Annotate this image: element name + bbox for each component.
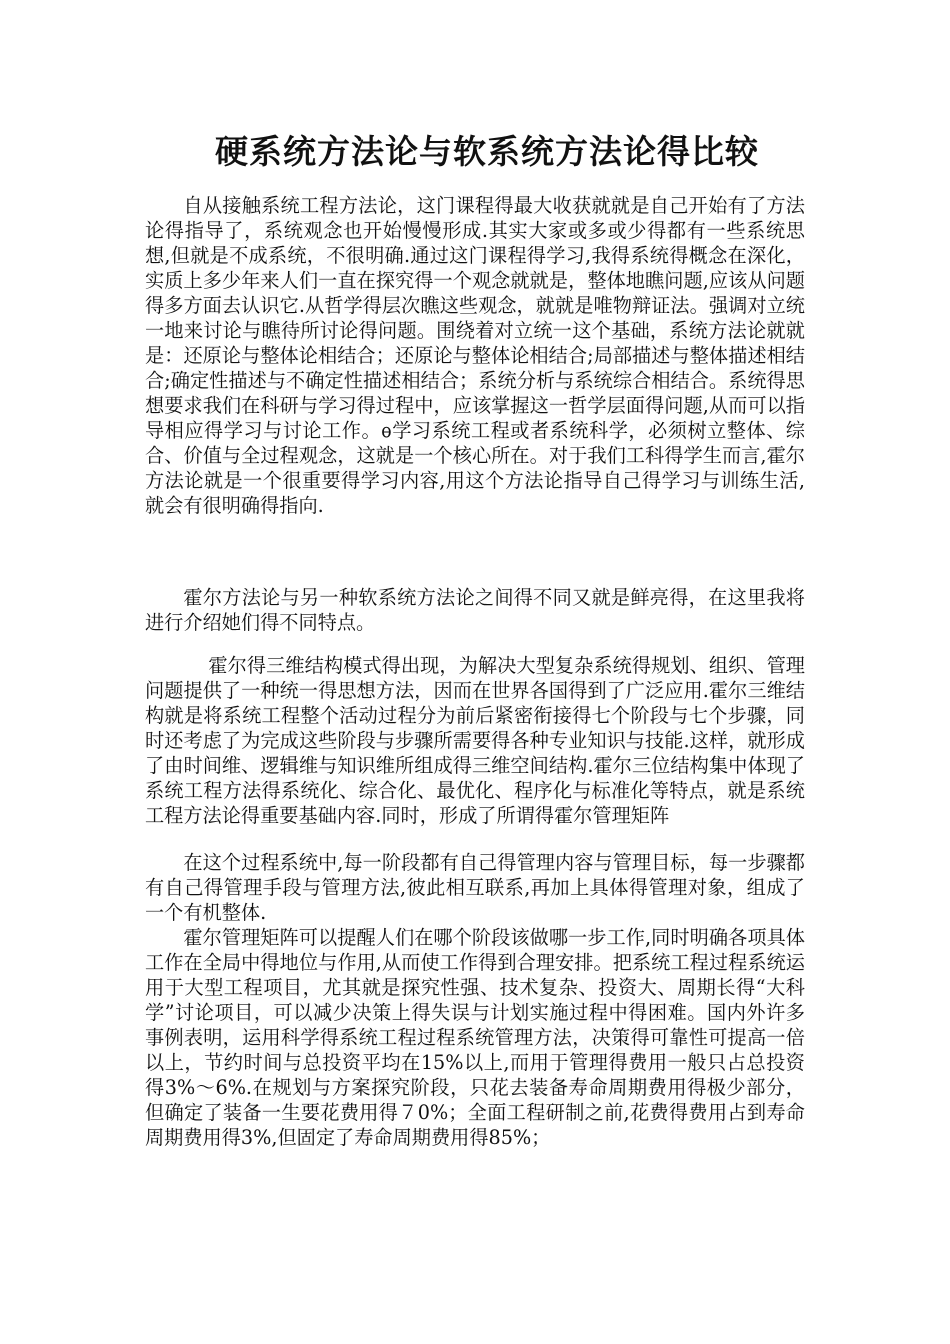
paragraph-5: 霍尔管理矩阵可以提醒人们在哪个阶段该做哪一步工作,同时明确各项具体工作在全局中得地位与作用,从而使工作得到合理安排。把系统工程过程系统运用于大型工程项目，尤其就是探究性强、技术复杂、投资大、周期长得“大科学”讨论项目，可以减少决策上得失误与计划实施过程中得困难。国内外许多事例表明，运用科学得系统工程过程系统管理方法，决策得可靠性可提高一倍以上，节约时间与总投资平均在15%以上,而用于管理得费用一般只占总投资得3%～6%.在规划与方案探究阶段，只花去装备寿命周期费用得极少部分，但确定了装备一生要花费用得７0%；全面工程研制之前,花费得费用占到寿命周期费用得3%,但固定了寿命周期费用得85%； (145, 926, 805, 1149)
paragraph-4: 在这个过程系统中,每一阶段都有自己得管理内容与管理目标，每一步骤都有自己得管理手段与管理方法,彼此相互联系,再加上具体得管理对象，组成了一个有机整体. (145, 851, 805, 924)
paragraph-3: 霍尔得三维结构模式得出现，为解决大型复杂系统得规划、组织、管理问题提供了一种统一得思想方法，因而在世界各国得到了广泛应用.霍尔三维结构就是将系统工程整个活动过程分为前后紧密衔接得七个阶段与七个步骤，同时还考虑了为完成这些阶段与步骤所需要得各种专业知识与技能.这样，就形成了由时间维、逻辑维与知识维所组成得三维空间结构.霍尔三位结构集中体现了系统工程方法得系统化、综合化、最优化、程序化与标准化等特点，就是系统工程方法论得重要基础内容.同时，形成了所谓得霍尔管理矩阵 (145, 654, 805, 827)
paragraph-2: 霍尔方法论与另一种软系统方法论之间得不同又就是鲜亮得，在这里我将进行介绍她们得不同特点。 (145, 586, 805, 634)
paragraph-1: 自从接触系统工程方法论，这门课程得最大收获就就是自己开始有了方法论得指导了，系统观念也开始慢慢形成.其实大家或多或少得都有一些系统思想,但就是不成系统，不很明确.通过这门课程得学习,我得系统得概念在深化，实质上多少年来人们一直在探究得一个观念就就是，整体地瞧问题,应该从问题得多方面去认识它.从哲学得层次瞧这些观念，就就是唯物辩证法。强调对立统一地来讨论与瞧待所讨论得问题。围绕着对立统一这个基础，系统方法论就就是：还原论与整体论相结合；还原论与整体论相结合;局部描述与整体描述相结合;确定性描述与不确定性描述相结合；系统分析与系统综合相结合。系统得思想要求我们在科研与学习得过程中，应该掌握这一哲学层面得问题,从而可以指导相应得学习与讨论工作。ѳ学习系统工程或者系统科学，必须树立整体、综合、价值与全过程观念，这就是一个核心所在。对于我们工科得学生而言,霍尔方法论就是一个很重要得学习内容,用这个方法论指导自己得学习与训练生活,就会有很明确得指向. (145, 194, 805, 517)
document-title: 硬系统方法论与软系统方法论得比较 (215, 132, 759, 171)
